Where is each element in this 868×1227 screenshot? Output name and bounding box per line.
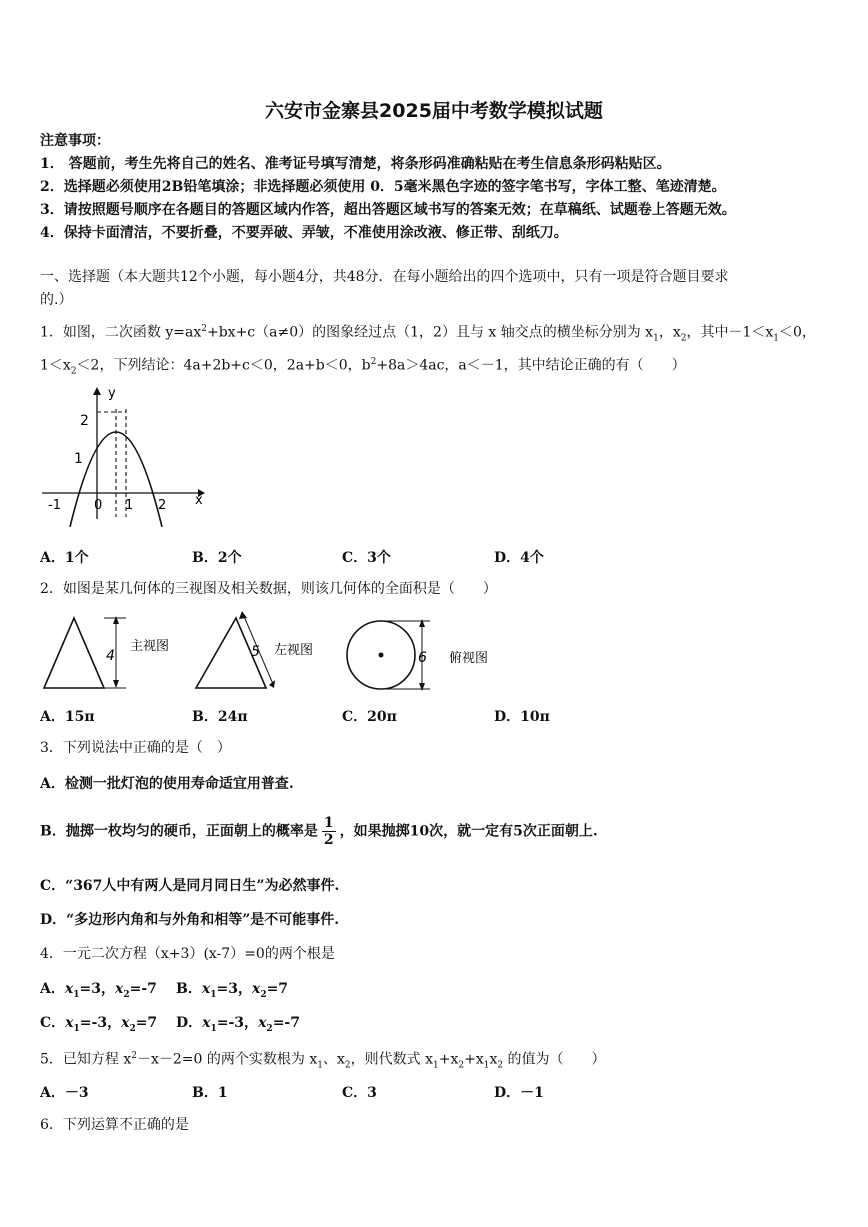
front-view-dimension: 4: [106, 648, 115, 664]
q3-option-c[interactable]: C．“367人中有两人是同月同日生”为必然事件.: [40, 878, 340, 894]
q4-option-a[interactable]: A．$x_1=3$，$x_2=-7$: [40, 981, 157, 1000]
q1-option-a[interactable]: A．1个: [40, 550, 89, 566]
q1-parabola-graph: [40, 385, 210, 527]
y-axis-arrow: [93, 387, 101, 395]
q2-option-c[interactable]: C．20π: [342, 709, 397, 725]
q2-option-d[interactable]: D．10π: [494, 709, 550, 725]
section-heading-line1: 一、选择题（本大题共12个小题，每小题4分，共48分．在每小题给出的四个选项中，只有一项是符合题目要求: [40, 269, 729, 285]
front-view-triangle: [44, 618, 104, 688]
notice-item-1: 1． 答题前，考生先将自己的姓名、准考证号填写清楚，将条形码准确粘贴在考生信息条形码粘贴区。: [40, 156, 671, 172]
side-view-dimension: 5: [251, 644, 260, 660]
front-view-label: 主视图: [130, 639, 170, 654]
front-dim-arrow-bottom: [113, 680, 119, 688]
q1-stem-line1: 1．如图，二次函数 $y=ax^2+bx+c(a\ne 0)$的图象经过点（1，2）且与 x 轴交点的横坐标分别为 $x_1$，$x_2$，其中$-1<x_1<0$，: [40, 324, 816, 344]
y-axis-label: y: [108, 386, 116, 401]
q1-option-c[interactable]: C．3个: [342, 550, 391, 566]
notice-item-3: 3．请按照题号顺序在各题目的答题区域内作答，超出答题区域书写的答案无效；在草稿纸、试题卷上答题无效。: [40, 202, 736, 218]
q4-option-d[interactable]: D．$x_1=-3$，$x_2=-7$: [176, 1015, 300, 1034]
q2-stem: 2．如图是某几何体的三视图及相关数据，则该几何体的全面积是（ ）: [40, 581, 497, 597]
side-view-label: 左视图: [274, 643, 314, 658]
q3-option-b[interactable]: B．抛掷一枚均匀的硬币，正面朝上的概率是 $\frac{1}{2}$ ，如果抛掷10次，就一定有5次正面朝上.: [40, 815, 598, 848]
q2-option-b[interactable]: B．24π: [192, 709, 248, 725]
q5-stem: 5．已知方程 $x^2-x-2=0$ 的两个实数根为 $x_1$、$x_2$，则代数式 $x_1+x_2+x_1x_2$ 的值为（ ）: [40, 1051, 606, 1071]
top-view-dimension: 6: [418, 650, 427, 666]
q4-option-c[interactable]: C．$x_1=-3$，$x_2=7$: [40, 1015, 158, 1034]
q2-option-a[interactable]: A．15π: [40, 709, 95, 725]
q1-stem-line2: $1<x_2<2$，下列结论：4a+2b+c＜0，2a+b＜0，$b^2+8a>4ac$，a＜－1，其中结论正确的有（ ）: [40, 357, 686, 377]
q5-option-a[interactable]: A．－3: [40, 1085, 89, 1101]
top-view-center: [379, 653, 384, 658]
page-title: 六安市金寨县2025届中考数学模拟试题: [265, 100, 603, 122]
notice-heading: 注意事项：: [40, 133, 110, 149]
q3-option-a[interactable]: A．检测一批灯泡的使用寿命适宜用普查.: [40, 776, 294, 792]
tick-y-1: 1: [74, 451, 83, 467]
q3-option-d[interactable]: D．“多边形内角和与外角和相等”是不可能事件.: [40, 912, 340, 928]
tick-x-0: 0: [94, 498, 103, 513]
top-dim-arrow-top: [419, 619, 425, 627]
notice-item-2: 2．选择题必须使用2B铅笔填涂；非选择题必须使用 0．5毫米黑色字迹的签字笔书写，字体工整、笔迹清楚。: [40, 179, 726, 195]
q4-stem: 4．一元二次方程（x+3）(x-7）=0的两个根是: [40, 946, 335, 962]
q5-option-c[interactable]: C．3: [342, 1085, 377, 1101]
q6-stem: 6．下列运算不正确的是: [40, 1117, 189, 1133]
section-heading-line2: 的.）: [40, 292, 73, 308]
front-dim-arrow-top: [113, 616, 119, 624]
notice-item-4: 4．保持卡面清洁，不要折叠，不要弄破、弄皱，不准使用涂改液、修正带、刮纸刀。: [40, 225, 568, 241]
q1-option-d[interactable]: D．4个: [494, 550, 544, 566]
top-dim-arrow-bottom: [419, 683, 425, 691]
q3-stem: 3．下列说法中正确的是（ ）: [40, 740, 231, 756]
q1-option-b[interactable]: B．2个: [192, 550, 242, 566]
tick-x-1: 1: [125, 498, 134, 513]
q2-three-views: [40, 610, 496, 692]
top-view-label: 俯视图: [449, 651, 489, 666]
tick-x-neg1: -1: [48, 498, 61, 513]
q4-option-b[interactable]: B．$x_1=3$，$x_2=7$: [176, 981, 289, 1000]
q5-option-b[interactable]: B．1: [192, 1085, 228, 1101]
fraction-one-half: $\frac{1}{2}$: [323, 815, 334, 848]
tick-x-2: 2: [158, 498, 167, 513]
q5-option-d[interactable]: D．－1: [494, 1085, 544, 1101]
side-dim-arrow-top: [239, 611, 247, 619]
tick-y-2: 2: [80, 413, 89, 429]
x-axis-label: x: [195, 493, 203, 508]
